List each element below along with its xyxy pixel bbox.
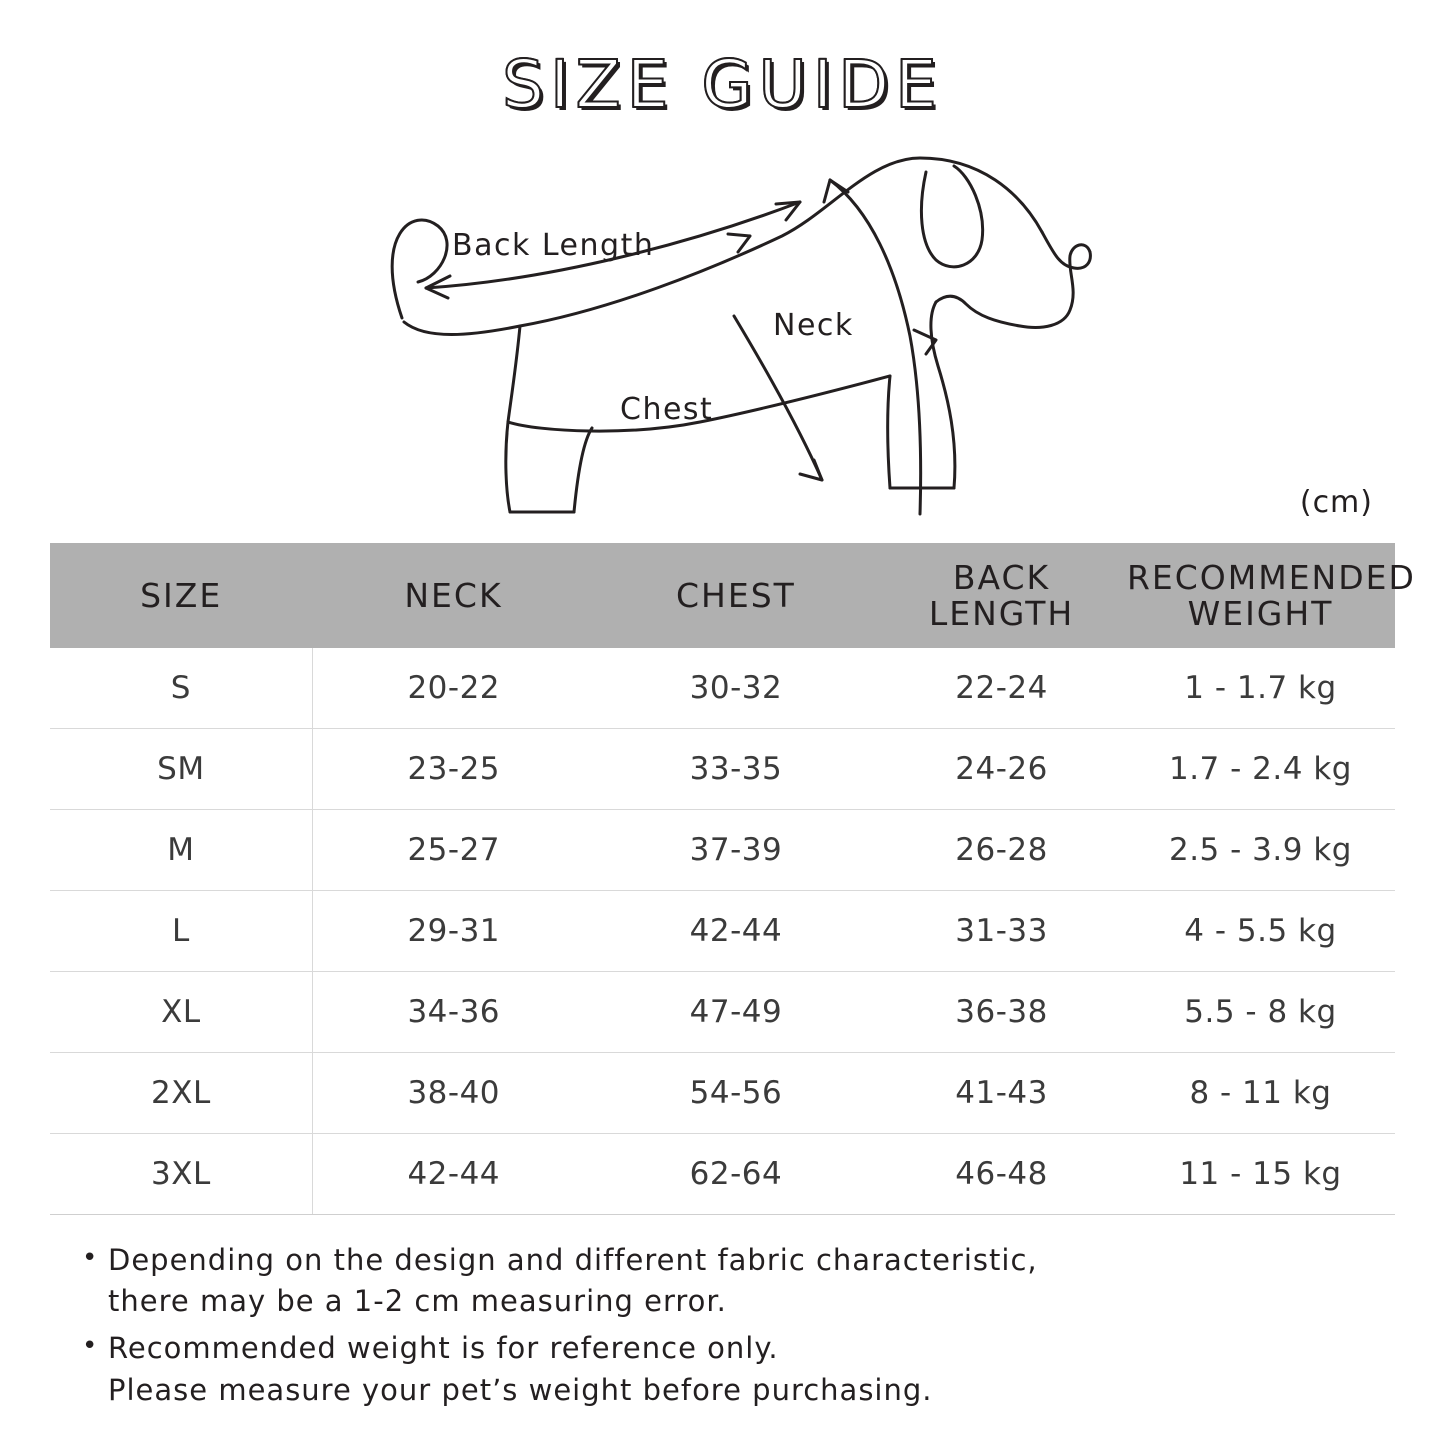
header-size: SIZE: [50, 543, 312, 648]
cell-neck: 34-36: [312, 972, 594, 1053]
cell-size: 2XL: [50, 1053, 312, 1134]
cell-size: S: [50, 648, 312, 729]
cell-size: L: [50, 891, 312, 972]
cell-back: 31-33: [877, 891, 1126, 972]
note-item: [82, 1240, 1382, 1322]
cell-weight: 4 - 5.5 kg: [1126, 891, 1395, 972]
cell-neck: 42-44: [312, 1134, 594, 1215]
note-line: Recommended weight is for reference only.: [108, 1331, 779, 1366]
label-back-length: Back Length: [452, 228, 655, 263]
table-row: [50, 1134, 1395, 1215]
header-weight-line2: WEIGHT: [1187, 593, 1334, 633]
cell-weight: 2.5 - 3.9 kg: [1126, 810, 1395, 891]
cell-chest: 30-32: [595, 648, 877, 729]
cell-size: M: [50, 810, 312, 891]
cell-weight: 8 - 11 kg: [1126, 1053, 1395, 1134]
notes-list: [82, 1240, 1382, 1417]
header-neck: NECK: [312, 543, 594, 648]
cell-neck: 23-25: [312, 729, 594, 810]
note-text: [108, 1328, 933, 1410]
table-row: [50, 648, 1395, 729]
note-text: [108, 1240, 1038, 1322]
note-line: Depending on the design and different fabric characteristic,: [108, 1243, 1038, 1277]
cell-chest: 33-35: [595, 729, 877, 810]
note-line: there may be a 1-2 cm measuring error.: [108, 1284, 727, 1319]
table-row: [50, 810, 1395, 891]
size-table: [50, 543, 1416, 1215]
table-row: [50, 972, 1395, 1053]
note-item: [82, 1328, 1382, 1410]
cell-back: 22-24: [877, 648, 1126, 729]
cell-chest: 37-39: [595, 810, 877, 891]
cell-neck: 29-31: [312, 891, 594, 972]
label-neck: Neck: [773, 308, 854, 343]
cell-back: 36-38: [877, 972, 1126, 1053]
table-body: [50, 648, 1395, 1215]
dog-measurement-diagram: [330, 140, 1130, 550]
table-row: [50, 891, 1395, 972]
table-row: [50, 1053, 1395, 1134]
page-title: SIZE GUIDE: [502, 46, 943, 123]
cell-chest: 42-44: [595, 891, 877, 972]
cell-weight: 1 - 1.7 kg: [1126, 648, 1395, 729]
cell-chest: 47-49: [595, 972, 877, 1053]
cell-weight: 1.7 - 2.4 kg: [1126, 729, 1395, 810]
cell-size: SM: [50, 729, 312, 810]
cell-back: 41-43: [877, 1053, 1126, 1134]
header-back-length: [877, 543, 1126, 648]
size-table-container: [50, 543, 1416, 1215]
header-weight-line1: RECOMMENDED: [1126, 557, 1416, 597]
header-back-line1: BACK: [952, 557, 1051, 597]
header-recommended-weight: [1126, 543, 1416, 648]
cell-chest: 62-64: [595, 1134, 877, 1215]
cell-back: 26-28: [877, 810, 1126, 891]
table-header: [50, 543, 1416, 648]
header-back-line2: LENGTH: [928, 593, 1075, 633]
cell-size: XL: [50, 972, 312, 1053]
cell-chest: 54-56: [595, 1053, 877, 1134]
cell-weight: 11 - 15 kg: [1126, 1134, 1395, 1215]
cell-size: 3XL: [50, 1134, 312, 1215]
cell-back: 46-48: [877, 1134, 1126, 1215]
cell-neck: 25-27: [312, 810, 594, 891]
cell-back: 24-26: [877, 729, 1126, 810]
cell-neck: 38-40: [312, 1053, 594, 1134]
dog-outline-illustration: [330, 140, 1130, 550]
label-chest: Chest: [620, 392, 714, 427]
note-line: Please measure your pet’s weight before purchasing.: [108, 1372, 933, 1407]
table-header-row: [50, 543, 1395, 648]
header-chest: CHEST: [595, 543, 877, 648]
bullet-icon: •: [82, 1331, 99, 1362]
cell-neck: 20-22: [312, 648, 594, 729]
cell-weight: 5.5 - 8 kg: [1126, 972, 1395, 1053]
unit-note: (cm): [1299, 485, 1373, 520]
table-row: [50, 729, 1395, 810]
bullet-icon: •: [82, 1243, 99, 1273]
